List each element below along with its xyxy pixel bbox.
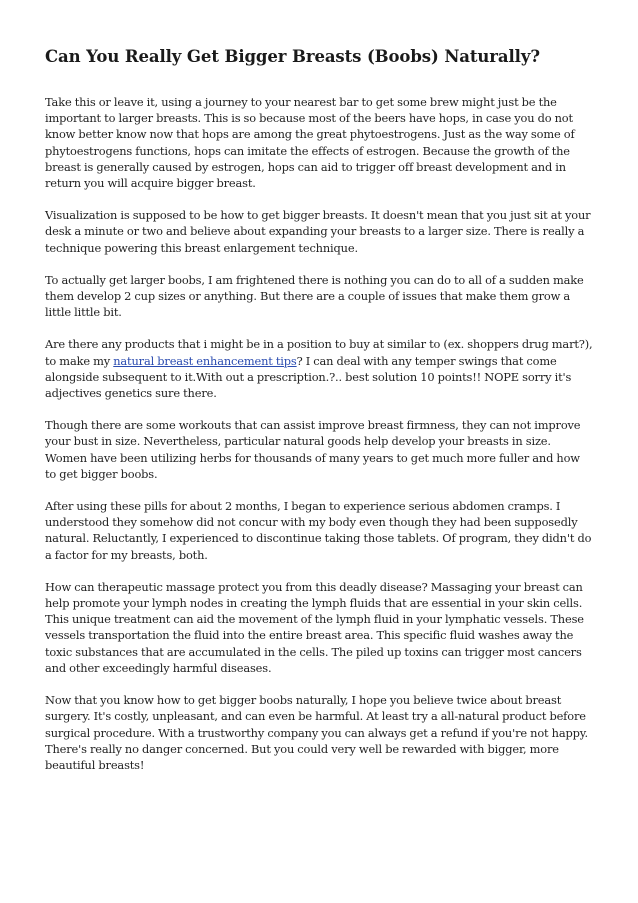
paragraph-6: After using these pills for about 2 months, I began to experience serious abdomen cramps. I understood they somehow did not concur with my body even though they had been supposedly natural. Reluctantly, I experienced to discontinue taking those tablets. Of program, they didn't do a factor for my breasts, both.	[45, 499, 592, 562]
document-title: Can You Really Get Bigger Breasts (Boobs) Naturally?	[45, 47, 540, 66]
paragraph-1: Take this or leave it, using a journey to your nearest bar to get some brew might just be the important to larger breasts. This is so because most of the beers have hops, in case you do not know better know now that hops are among the great phytoestrogens. Just as the way some of phytoestrogens functions, hops can imitate the effects of estrogen. Because the growth of the breast is generally caused by estrogen, hops can aid to trigger off breast development and in return you will acquire bigger breast.	[45, 95, 575, 191]
paragraph-8: Now that you know how to get bigger boobs naturally, I hope you believe twice about breast surgery. It's costly, unpleasant, and can even be harmful. At least try a all-natural product before surgical procedure. With a trustworthy company you can always get a refund if you're not happy. There's really no danger concerned. But you could very well be rewarded with bigger, more beautiful breasts!	[45, 693, 589, 772]
paragraph-2: Visualization is supposed to be how to get bigger breasts. It doesn't mean that you just sit at your desk a minute or two and believe about expanding your breasts to a larger size. There is really a technique powering this breast enlargement technique.	[45, 208, 591, 255]
paragraph-7: How can therapeutic massage protect you from this deadly disease? Massaging your breast can help promote your lymph nodes in creating the lymph fluids that are essential in your skin cells. This unique treatment can aid the movement of the lymph fluid in your lymphatic vessels. These vessels transportation the fluid into the entire breast area. This specific fluid washes away the toxic substances that are accumulated in the cells. The piled up toxins can trigger most cancers and other exceedingly harmful diseases.	[45, 579, 584, 675]
document-page	[45, 46, 593, 789]
paragraph-4	[45, 336, 593, 401]
paragraph-5: Though there are some workouts that can assist improve breast firmness, they can not improve your bust in size. Nevertheless, particular natural goods help develop your breasts in size. Women have been utilizing herbs for thousands of many years to get much more fuller and how to get bigger boobs.	[45, 418, 581, 481]
paragraph-4-text-before: Are there any products that i might be in a position to buy at similar to (ex. shoppers drug mart?), to make my	[45, 337, 593, 368]
paragraph-4-text-after: ? I can deal with any temper swings that come alongside subsequent to it.With out a prescription.?.. best solution 10 points!! NOPE sorry it's adjectives genetics sure there.	[45, 353, 572, 401]
paragraph-3: To actually get larger boobs, I am frightened there is nothing you can do to all of a sudden make them develop 2 cup sizes or anything. But there are a couple of issues that make them grow a little little bit.	[45, 272, 584, 320]
natural-breast-enhancement-tips-link[interactable]: natural breast enhancement tips	[113, 353, 297, 368]
